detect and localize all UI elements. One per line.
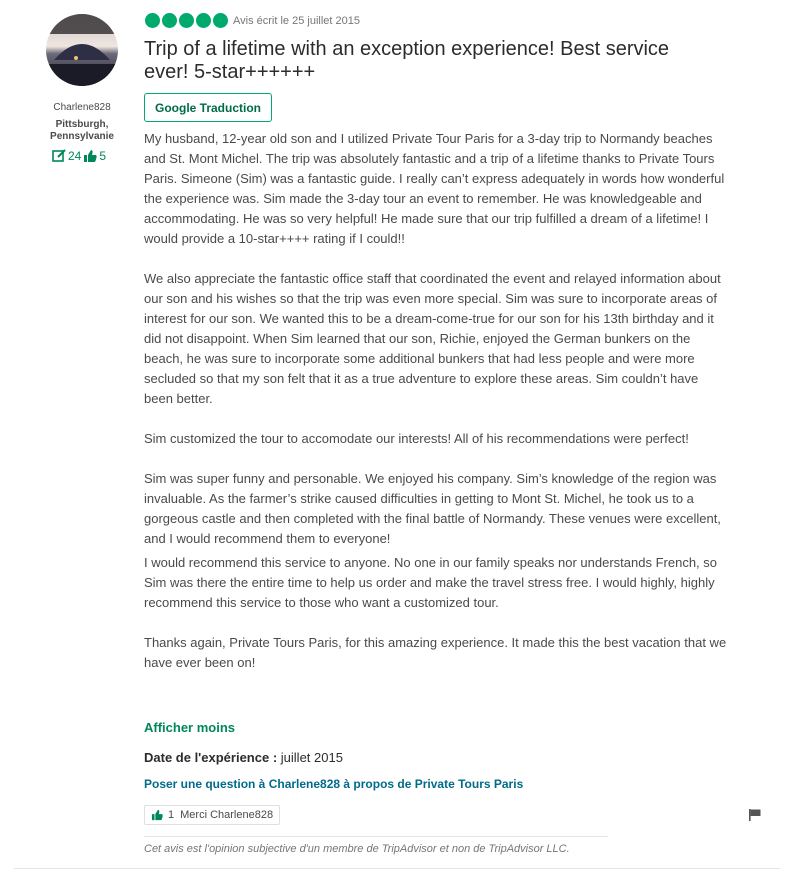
divider [144, 836, 608, 837]
rating-bubbles [145, 13, 228, 28]
experience-date [144, 750, 343, 765]
review-written-date: Avis écrit le 25 juillet 2015 [233, 15, 360, 27]
rating-bubble [162, 13, 177, 28]
experience-date-value: juillet 2015 [280, 750, 343, 765]
rating-bubble [145, 13, 160, 28]
experience-date-label: Date de l'expérience : [144, 750, 278, 765]
helpful-votes-count: 5 [99, 149, 107, 163]
rating-bubble [179, 13, 194, 28]
review-paragraph: My husband, 12-year old son and I utilized Private Tour Paris for a 3-day trip to Normandy beaches and St. Mont Michel. The trip was absolutely fantastic and a trip of a lifetime thanks to Private Tours Paris. Simeone (Sim) was a fantastic guide. I really can’t express adequately in words how wonderful the experience was. Sim made the 3-day tour an event to remember. He was knowledgeable and accommodating. He was so very helpful! He made sure that our trip fulfilled a dream of a lifetime! I would provide a 10-star++++ rating if I could!! [144, 131, 725, 246]
review-paragraph: We also appreciate the fantastic office staff that coordinated the event and relayed information about our son and his wishes so that the trip was even more special. Sim was sure to incorporate areas of interest for our son. We wanted this to be a dream-come-true for our son for his 13th birthday and it did not disappoint. When Sim learned that our son, Richie, enjoyed the German bunkers on the beach, he was sure to incorporate some additional bunkers that had less people and were more secluded so that my son felt that it as a true adventure to explore these areas. Sim couldn’t have been better. [144, 271, 721, 406]
review-paragraph: I would recommend this service to anyone. No one in our family speaks nor understands French, so Sim was there the entire time to help us order and make the travel stress free. I would highly, highly recommend this service to those who want a customized tour. [144, 555, 718, 610]
review-paragraph: Sim was super funny and personable. We enjoyed his company. Sim’s knowledge of the region was invaluable. As the farmer’s strike caused difficulties in getting to Mont St. Michel, he took us to a gorgeous castle and then completed with the final battle of Normandy. These venues were excellent, and I would recommend them to everyone! [144, 471, 721, 546]
review-paragraph: Sim customized the tour to accomodate our interests! All of his recommendations were perfect! [144, 431, 689, 446]
rating-bubble [196, 13, 211, 28]
reviewer-location: Pittsburgh, Pennsylvanie [50, 119, 114, 142]
disclaimer-text: Cet avis est l'opinion subjective d'un membre de TripAdvisor et non de TripAdvisor LLC. [144, 843, 570, 855]
rating-bubble [213, 13, 228, 28]
reviewer-stats [52, 149, 108, 163]
flag-icon[interactable] [748, 808, 762, 822]
avatar[interactable] [46, 14, 118, 86]
review-title[interactable]: Trip of a lifetime with an exception experience! Best service ever! 5-star++++++ [144, 38, 670, 83]
ask-question-link[interactable]: Poser une question à Charlene828 à propos de Private Tours Paris [144, 777, 524, 791]
thumbs-up-icon [151, 809, 164, 821]
show-less-link[interactable]: Afficher moins [144, 720, 236, 735]
review-body [144, 129, 728, 673]
review-paragraph: Thanks again, Private Tours Paris, for this amazing experience. It made this the best vacation that we have ever been on! [144, 635, 727, 670]
thanks-label: Merci Charlene828 [180, 809, 274, 821]
review-bottom-border [14, 868, 780, 869]
thumbs-up-icon [83, 149, 98, 163]
avatar-image [46, 14, 118, 86]
google-translate-button[interactable]: Google Traduction [144, 93, 272, 122]
thanks-button[interactable] [144, 805, 280, 825]
review-count: 24 [68, 149, 82, 163]
reviewer-username[interactable]: Charlene828 [53, 102, 111, 113]
thanks-count: 1 [168, 809, 175, 821]
edit-box-icon [52, 149, 67, 163]
